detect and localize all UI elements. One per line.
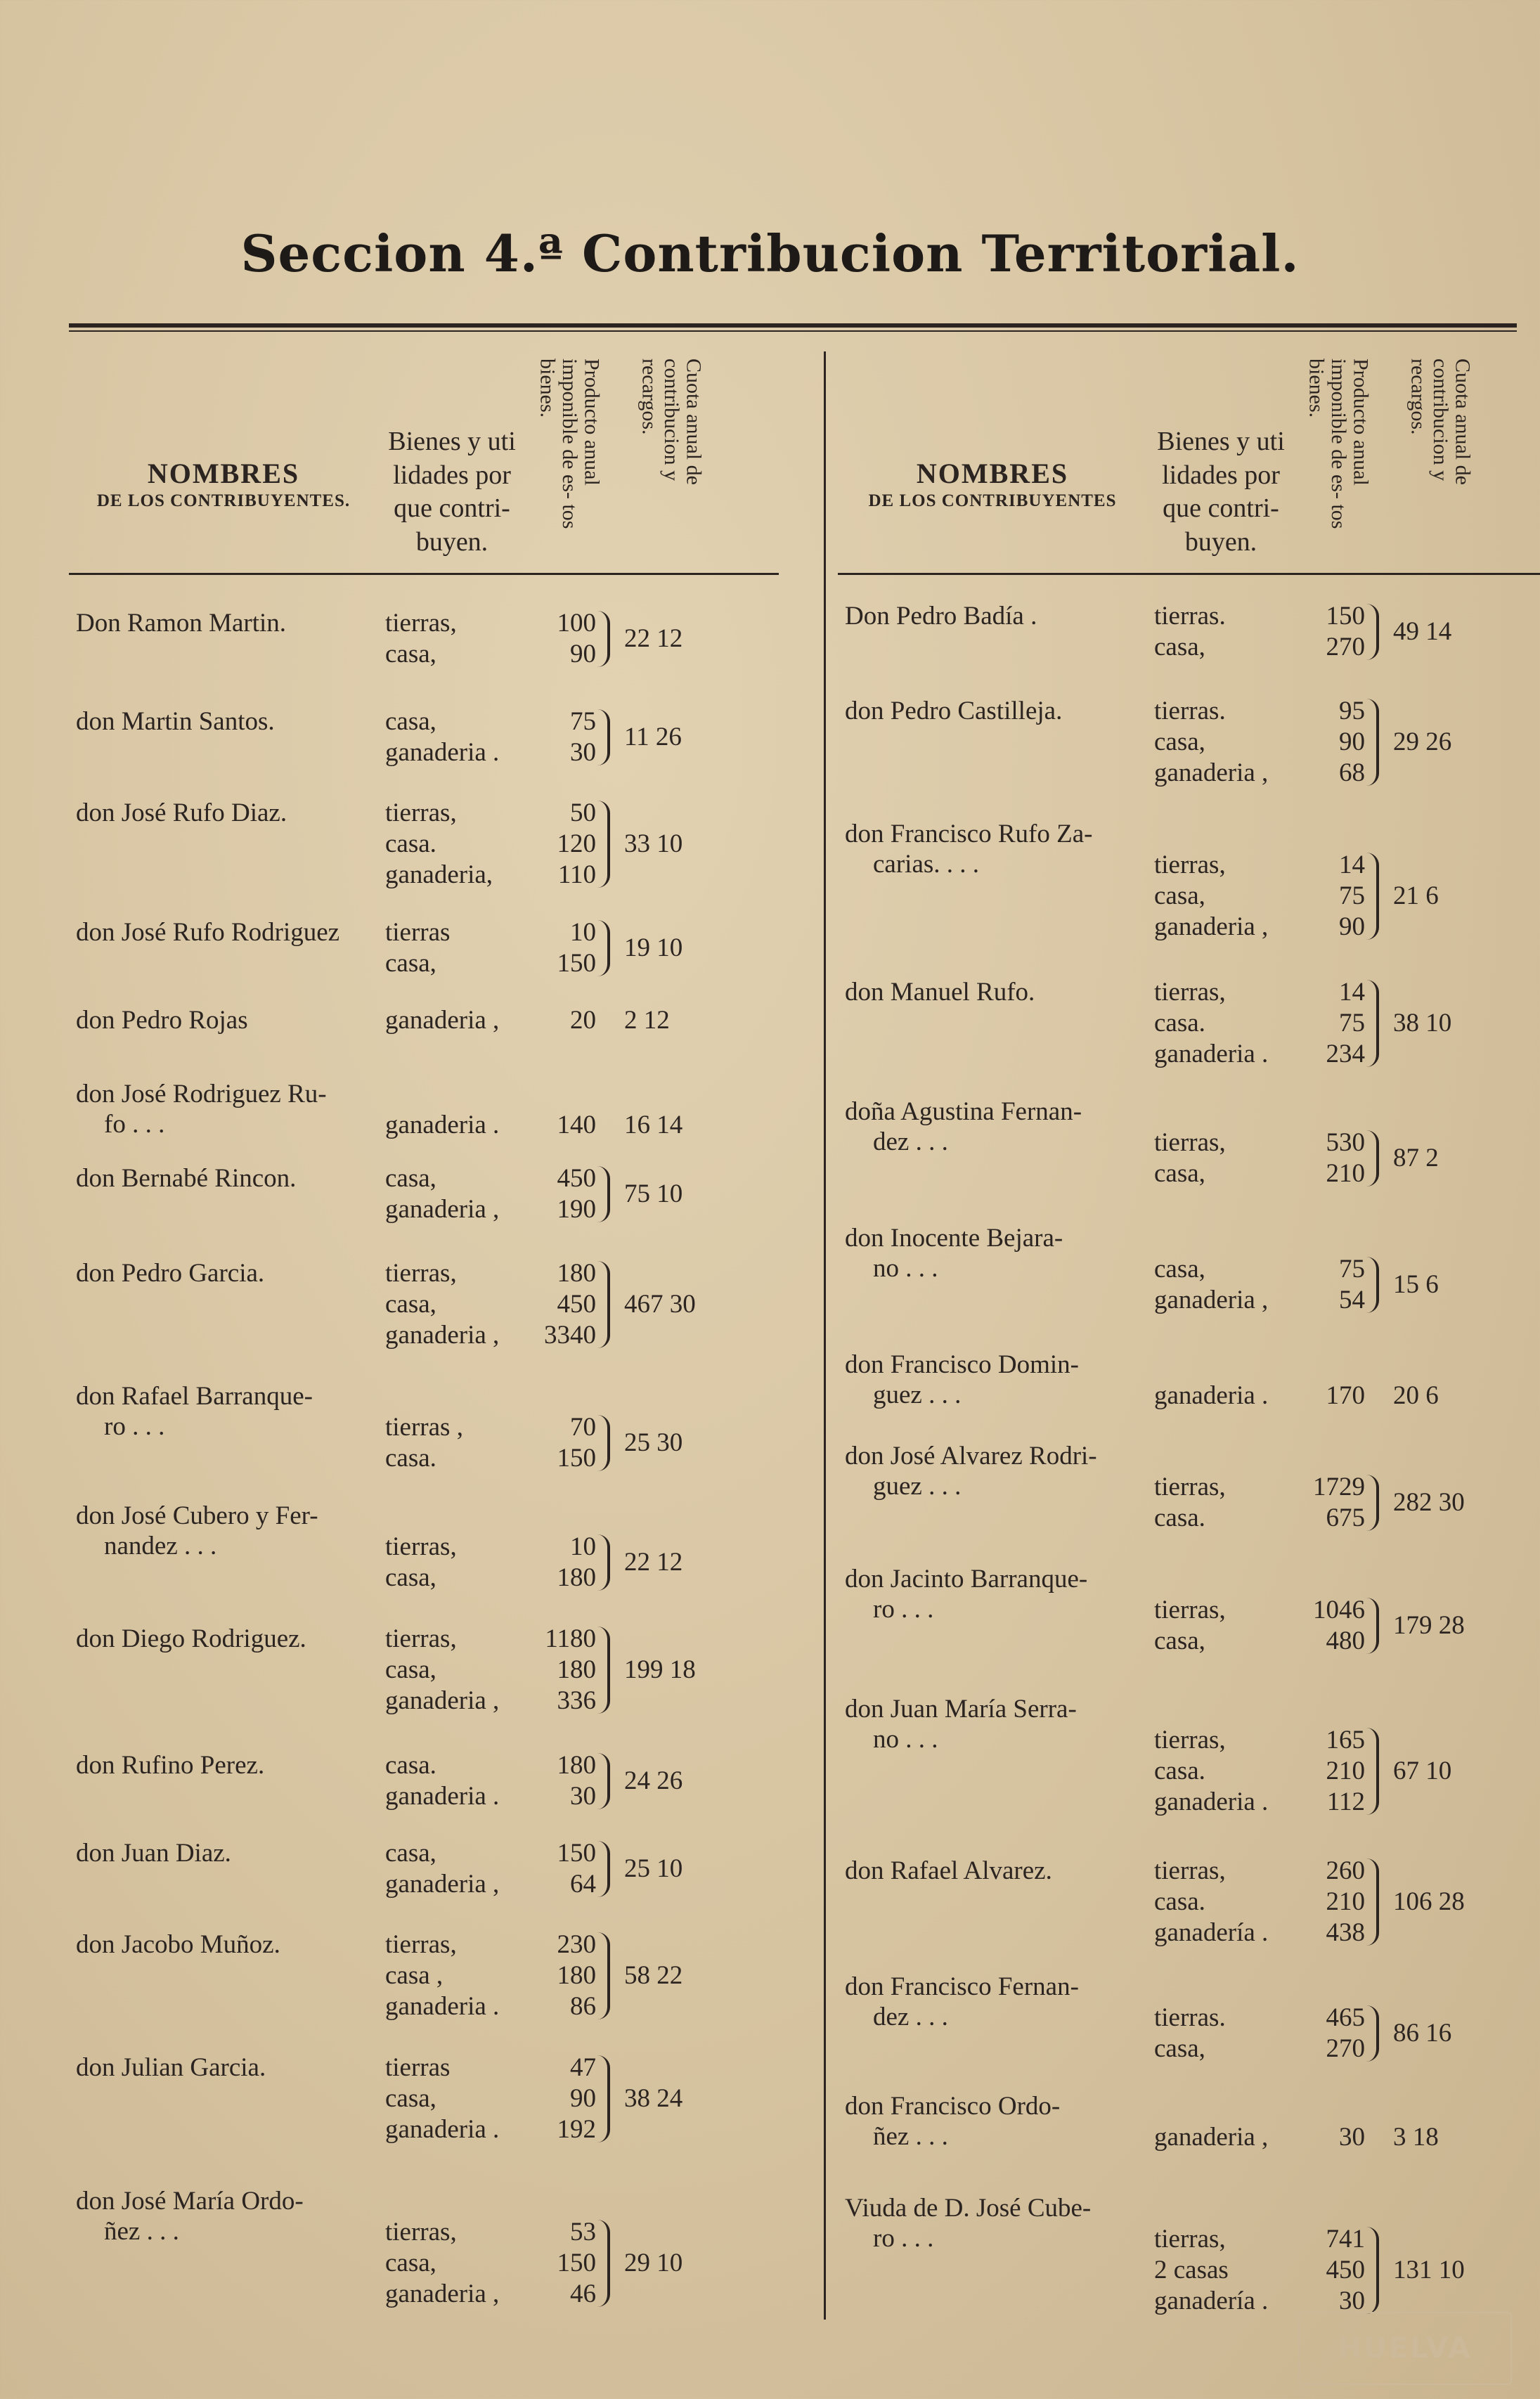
property-value: 741 [1326,2225,1365,2253]
tax-amount: 29 10 [624,2249,683,2277]
property-value: 450 [1326,2256,1365,2284]
property-value: 1046 [1313,1596,1365,1624]
tax-amount: 3 18 [1393,2123,1439,2152]
header-names [69,457,378,512]
tax-amount: 75 10 [624,1179,683,1208]
property-type: tierras, [385,1624,457,1653]
property-type: casa, [1154,633,1205,661]
contributor-name: don José Rodriguez Ru- fo . . . [76,1080,327,1139]
property-value: 210 [1326,1887,1365,1916]
property-value: 270 [1326,2034,1365,2063]
header-bienes: Bienes y uti lidades por que contri- buyen. [388,427,516,557]
property-type: tierras, [1154,2225,1226,2253]
property-type: casa, [1154,1255,1205,1283]
property-type: casa, [1154,881,1205,910]
value-brace [1366,1475,1379,1531]
property-type: casa, [385,1655,436,1684]
property-type: ganadería . [1154,1918,1269,1947]
property-value: 120 [557,829,596,858]
property-value: 30 [1339,2123,1365,2152]
contributor-name: don Juan María Serra- no . . . [845,1695,1077,1754]
property-type: ganaderia , [385,1686,500,1715]
property-value: 53 [570,2218,596,2246]
property-type: tierras, [1154,978,1226,1007]
property-type: casa, [385,707,436,736]
contributor-name: don Rafael Alvarez. [845,1856,1052,1885]
property-value: 47 [570,2053,596,2082]
property-value: 90 [1339,912,1365,941]
tax-amount: 33 10 [624,829,683,858]
property-value: 180 [557,1655,596,1684]
property-value: 10 [570,918,596,947]
tax-amount: 11 26 [624,723,682,751]
property-value: 180 [557,1961,596,1990]
property-type: tierras, [1154,1596,1226,1624]
contributor-name: don Pedro Castilleja. [845,697,1063,725]
contributor-name: don Julian Garcia. [76,2053,266,2082]
property-value: 465 [1326,2003,1365,2032]
header-rule [69,573,779,575]
contributor-name: don Inocente Bejara- no . . . [845,1224,1063,1283]
value-brace [1366,1130,1379,1186]
contributor-name: don José Rufo Rodriguez [76,918,340,947]
property-type: tierras, [1154,851,1226,879]
property-type: ganaderia , [385,1870,500,1899]
property-value: 150 [1326,602,1365,631]
property-type: casa, [1154,1627,1205,1655]
property-value: 30 [1339,2287,1365,2315]
property-type: casa, [385,2249,436,2277]
property-type: ganaderia , [1154,758,1269,787]
property-type: ganaderia . [385,2115,500,2144]
contributor-name: don Bernabé Rincon. [76,1164,297,1193]
property-value: 50 [570,798,596,827]
top-rule-thick [69,323,1517,328]
header-names [838,457,1147,512]
property-type: casa, [385,1839,436,1868]
property-value: 165 [1326,1726,1365,1754]
tax-amount: 19 10 [624,933,683,962]
property-type: tierras, [1154,1726,1226,1754]
tax-amount: 87 2 [1393,1144,1439,1172]
property-value: 480 [1326,1627,1365,1655]
value-brace [1366,2227,1379,2314]
contributor-name: Don Pedro Badía . [845,602,1037,631]
property-value: 180 [557,1563,596,1592]
tax-amount: 282 30 [1393,1488,1465,1517]
tax-amount: 16 14 [624,1111,683,1139]
property-value: 90 [570,2084,596,2113]
contributor-name: don Francisco Rufo Za- carias. . . . [845,820,1093,879]
property-type: tierras [385,2053,451,2082]
header-rule [838,573,1540,575]
property-value: 112 [1326,1787,1365,1816]
contributor-name: don Francisco Domin- guez . . . [845,1350,1079,1409]
property-type: ganadería . [1154,2287,1269,2315]
property-type: casa, [385,1290,436,1319]
property-type: casa, [1154,728,1205,756]
property-value: 90 [1339,728,1365,756]
property-type: tierras, [385,2218,457,2246]
tax-amount: 179 28 [1393,1611,1465,1640]
contributor-name: don Martin Santos. [76,707,275,736]
value-brace [597,920,610,976]
property-value: 64 [570,1870,596,1899]
property-value: 95 [1339,697,1365,725]
tax-amount: 67 10 [1393,1757,1452,1785]
property-value: 210 [1326,1159,1365,1188]
property-type: ganaderia . [385,1782,500,1811]
header-producto: Producto anual imponible de es- tos bienes. [1305,358,1373,529]
property-type: ganaderia, [385,860,493,889]
value-brace [1366,1728,1379,1815]
property-value: 438 [1326,1918,1365,1947]
property-value: 3340 [544,1321,596,1350]
tax-amount: 21 6 [1393,881,1439,910]
property-value: 170 [1326,1381,1365,1410]
contributor-name: doña Agustina Fernan- dez . . . [845,1097,1082,1156]
property-type: casa. [1154,1757,1205,1785]
header-names-subtitle: DE LOS CONTRIBUYENTES. [96,491,351,510]
property-type: casa, [1154,2034,1205,2063]
header-bienes: Bienes y uti lidades por que contri- buyen. [1157,427,1285,557]
property-type: tierras, [385,609,457,638]
property-type: ganaderia . [385,738,500,767]
property-value: 75 [570,707,596,736]
property-type: casa, [385,1563,436,1592]
header-names-title: NOMBRES [916,458,1069,489]
property-type: tierras, [385,798,457,827]
property-value: 190 [557,1195,596,1224]
property-type: casa. [385,1751,436,1780]
header-names-subtitle: DE LOS CONTRIBUYENTES [868,491,1117,510]
property-type: ganaderia , [385,1195,500,1224]
tax-amount: 25 30 [624,1428,683,1457]
property-value: 75 [1339,1009,1365,1037]
property-type: ganaderia , [1154,912,1269,941]
header-cuota: Cuota anual de contribucion y recargos. [1406,358,1475,485]
property-value: 20 [570,1006,596,1035]
property-value: 68 [1339,758,1365,787]
property-value: 234 [1326,1040,1365,1068]
property-type: casa , [385,1961,444,1990]
archive-watermark: HUELVA [1298,2312,1512,2385]
property-type: casa, [1154,1159,1205,1188]
property-value: 1180 [545,1624,596,1653]
property-type: ganaderia , [385,1006,500,1035]
contributor-name: Viuda de D. José Cube- ro . . . [845,2194,1092,2253]
property-value: 450 [557,1290,596,1319]
tax-amount: 24 26 [624,1766,683,1795]
tax-amount: 58 22 [624,1961,683,1990]
value-brace [1366,1858,1379,1946]
property-type: ganaderia . [385,1111,500,1139]
tax-amount: 199 18 [624,1655,696,1684]
property-value: 1729 [1313,1473,1365,1501]
value-brace [1366,980,1379,1067]
tax-amount: 25 10 [624,1854,683,1883]
property-type: ganaderia , [385,1321,500,1350]
property-type: tierras, [1154,1856,1226,1885]
property-value: 90 [570,640,596,668]
property-type: casa. [1154,1504,1205,1532]
property-value: 70 [570,1413,596,1442]
header-producto: Producto anual imponible de es- tos bienes. [536,358,604,529]
tax-amount: 467 30 [624,1290,696,1319]
property-type: ganaderia , [1154,2123,1269,2152]
property-value: 260 [1326,1856,1365,1885]
property-value: 14 [1339,978,1365,1007]
property-type: ganaderia , [1154,1286,1269,1314]
value-brace [597,1932,610,2019]
property-type: ganaderia . [385,1992,500,2021]
property-type: tierras [385,918,451,947]
header-names-title: NOMBRES [147,458,300,489]
property-value: 210 [1326,1757,1365,1785]
value-brace [597,1534,610,1591]
property-value: 675 [1326,1504,1365,1532]
property-value: 110 [557,860,596,889]
tax-amount: 38 24 [624,2084,683,2113]
property-type: casa. [1154,1887,1205,1916]
property-value: 180 [557,1751,596,1780]
property-value: 180 [557,1259,596,1288]
property-type: 2 casas [1154,2256,1229,2284]
contributor-name: don Juan Diaz. [76,1839,231,1868]
value-brace [597,709,610,765]
contributor-name: don Francisco Fernan- dez . . . [845,1972,1079,2031]
contributor-name: don Jacinto Barranque- ro . . . [845,1565,1088,1624]
property-type: casa, [385,949,436,978]
tax-amount: 49 14 [1393,617,1452,646]
value-brace [597,801,610,888]
property-type: tierras , [385,1413,463,1442]
property-value: 46 [570,2280,596,2308]
value-brace [1366,699,1379,786]
property-value: 450 [557,1164,596,1193]
value-brace [597,1841,610,1897]
property-value: 140 [557,1111,596,1139]
property-type: casa. [385,1444,436,1473]
property-value: 530 [1326,1128,1365,1157]
property-type: ganaderia . [1154,1787,1269,1816]
contributor-name: don Pedro Garcia. [76,1259,265,1288]
property-type: tierras, [385,1532,457,1561]
tax-amount: 2 12 [624,1006,670,1035]
property-value: 336 [557,1686,596,1715]
property-value: 86 [570,1992,596,2021]
top-rule-thin [69,330,1517,332]
property-type: tierras, [1154,1473,1226,1501]
page-title: Seccion 4.ª Contribucion Territorial. [240,224,1300,283]
value-brace [597,2220,610,2307]
contributor-name: Don Ramon Martin. [76,609,287,638]
tax-amount: 22 12 [624,624,683,653]
value-brace [597,1753,610,1809]
contributor-name: don Rufino Perez. [76,1751,265,1780]
value-brace [597,1415,610,1471]
value-brace [1366,853,1379,940]
contributor-name: don José Cubero y Fer- nandez . . . [76,1501,318,1560]
property-value: 14 [1339,851,1365,879]
property-type: casa, [385,2084,436,2113]
property-type: ganaderia , [385,2280,500,2308]
contributor-name: don Pedro Rojas [76,1006,248,1035]
property-value: 10 [570,1532,596,1561]
tax-amount: 131 10 [1393,2256,1465,2284]
contributor-name: don José Rufo Diaz. [76,798,287,827]
value-brace [1366,2005,1379,2062]
property-value: 150 [557,1444,596,1473]
contributor-name: don José Alvarez Rodri- guez . . . [845,1442,1097,1501]
tax-amount: 22 12 [624,1548,683,1577]
property-value: 100 [557,609,596,638]
value-brace [597,1261,610,1348]
property-type: casa. [385,829,436,858]
property-type: casa, [385,640,436,668]
tax-amount: 20 6 [1393,1381,1439,1410]
property-value: 75 [1339,1255,1365,1283]
property-type: tierras. [1154,602,1226,631]
property-type: tierras. [1154,697,1226,725]
tax-amount: 38 10 [1393,1009,1452,1037]
property-value: 192 [557,2115,596,2144]
contributor-name: don Diego Rodriguez. [76,1624,306,1653]
contributor-name: don Manuel Rufo. [845,978,1035,1007]
property-value: 150 [557,949,596,978]
value-brace [1366,1257,1379,1313]
contributor-name: don Jacobo Muñoz. [76,1930,280,1959]
tax-amount: 86 16 [1393,2019,1452,2048]
tax-amount: 15 6 [1393,1270,1439,1299]
tax-amount: 29 26 [1393,728,1452,756]
value-brace [597,611,610,667]
value-brace [1366,1598,1379,1654]
property-type: casa, [385,1164,436,1193]
property-type: tierras, [385,1259,457,1288]
header-cuota: Cuota anual de contribucion y recargos. [638,358,706,485]
property-value: 54 [1339,1286,1365,1314]
property-type: ganaderia . [1154,1381,1269,1410]
property-value: 75 [1339,881,1365,910]
column-divider [824,351,826,2320]
property-type: tierras. [1154,2003,1226,2032]
property-value: 270 [1326,633,1365,661]
property-value: 230 [557,1930,596,1959]
property-type: tierras, [385,1930,457,1959]
value-brace [597,2055,610,2142]
contributor-name: don José María Ordo- ñez . . . [76,2187,304,2246]
value-brace [1366,604,1379,660]
tax-amount: 106 28 [1393,1887,1465,1916]
contributor-name: don Francisco Ordo- ñez . . . [845,2092,1061,2151]
property-value: 150 [557,2249,596,2277]
property-type: tierras, [1154,1128,1226,1157]
property-type: casa. [1154,1009,1205,1037]
property-value: 30 [570,1782,596,1811]
property-value: 30 [570,738,596,767]
value-brace [597,1627,610,1714]
contributor-name: don Rafael Barranque- ro . . . [76,1382,313,1441]
value-brace [597,1166,610,1222]
property-value: 150 [557,1839,596,1868]
property-type: ganaderia . [1154,1040,1269,1068]
